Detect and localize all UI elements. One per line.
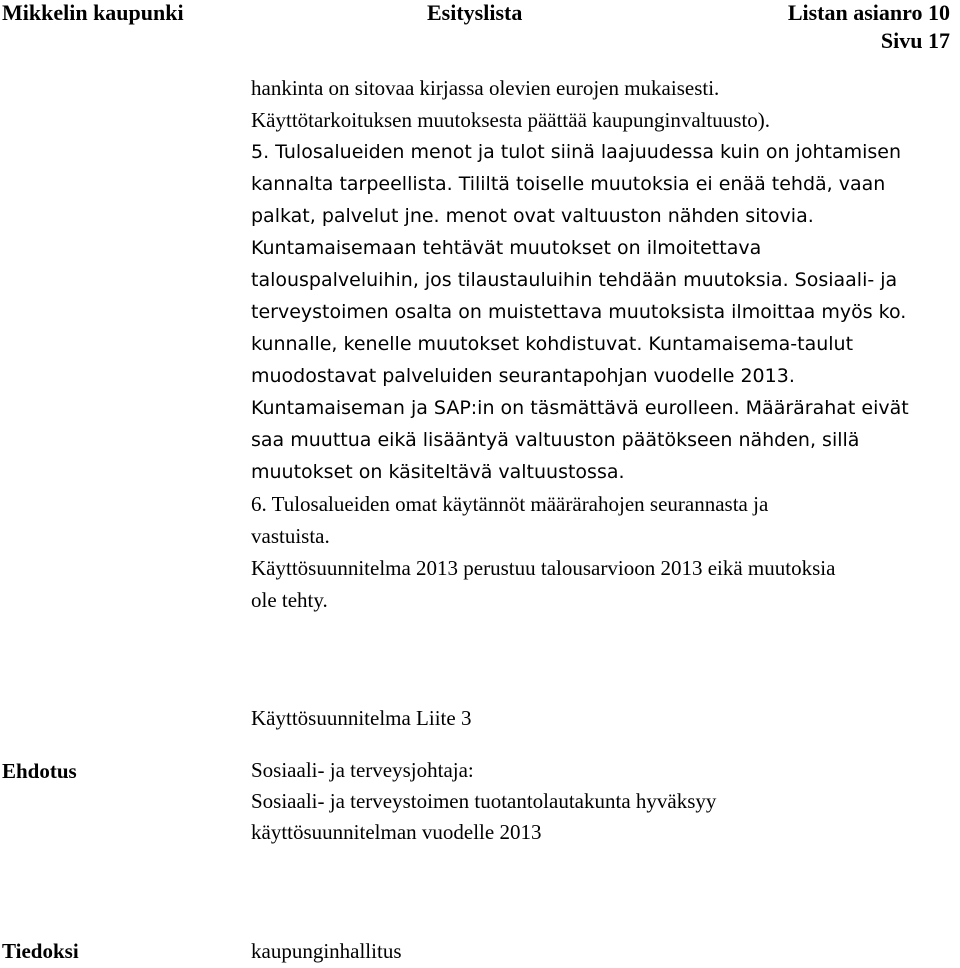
proposal-line: Sosiaali- ja terveysjohtaja: — [251, 758, 474, 782]
proposal-line: Sosiaali- ja terveystoimen tuotantolautakunta hyväksyy — [251, 789, 717, 813]
body-line: muutokset on käsiteltävä valtuustossa. — [251, 461, 625, 483]
body-line: 6. Tulosalueiden omat käytännöt määrärahojen seurannasta ja — [251, 492, 769, 516]
attachment-reference: Käyttösuunnitelma Liite 3 — [251, 706, 472, 730]
agenda-item-number: Listan asianro 10 — [787, 0, 950, 25]
body-line: 5. Tulosalueiden menot ja tulot siinä laajuudessa kuin on johtamisen — [251, 141, 902, 163]
page-header — [0, 0, 960, 32]
proposal-text — [251, 755, 716, 848]
body-line: saa muuttua eikä lisääntyä valtuuston päätökseen nähden, sillä — [251, 429, 860, 451]
document-type: Esityslista — [427, 0, 523, 25]
notice-recipient: kaupunginhallitus — [251, 939, 402, 963]
body-line: kannalta tarpeellista. Tililtä toiselle muutoksia ei enää tehdä, vaan — [251, 173, 886, 195]
notice-label: Tiedoksi — [2, 939, 79, 963]
body-line: talouspalveluihin, jos tilaustauluihin tehdään muutoksia. Sosiaali- ja — [251, 269, 898, 291]
proposal-label: Ehdotus — [2, 759, 77, 783]
body-line: terveystoimen osalta on muistettava muutoksista ilmoittaa myös ko. — [251, 301, 907, 323]
page-number: Sivu 17 — [880, 28, 950, 53]
body-line: hankinta on sitovaa kirjassa olevien eurojen mukaisesti. — [251, 76, 720, 100]
organization-name: Mikkelin kaupunki — [2, 0, 184, 25]
body-line: vastuista. — [251, 524, 330, 548]
proposal-line: käyttösuunnitelman vuodelle 2013 — [251, 820, 542, 844]
body-line: palkat, palvelut jne. menot ovat valtuuston nähden sitovia. — [251, 205, 814, 227]
body-line: muodostavat palveluiden seurantapohjan vuodelle 2013. — [251, 365, 795, 387]
plan-statement-line: Käyttösuunnitelma 2013 perustuu talousarvioon 2013 eikä muutoksia — [251, 556, 836, 580]
body-line: Käyttötarkoituksen muutoksesta päättää kaupunginvaltuusto). — [251, 108, 771, 132]
body-line: Kuntamaiseman ja SAP:in on täsmättävä eurolleen. Määrärahat eivät — [251, 397, 909, 419]
plan-statement — [251, 552, 951, 616]
body-line: Kuntamaisemaan tehtävät muutokset on ilmoitettava — [251, 237, 762, 259]
plan-statement-line: ole tehty. — [251, 588, 328, 612]
body-text — [251, 72, 951, 552]
body-line: kunnalle, kenelle muutokset kohdistuvat. Kuntamaisema-taulut — [251, 333, 854, 355]
